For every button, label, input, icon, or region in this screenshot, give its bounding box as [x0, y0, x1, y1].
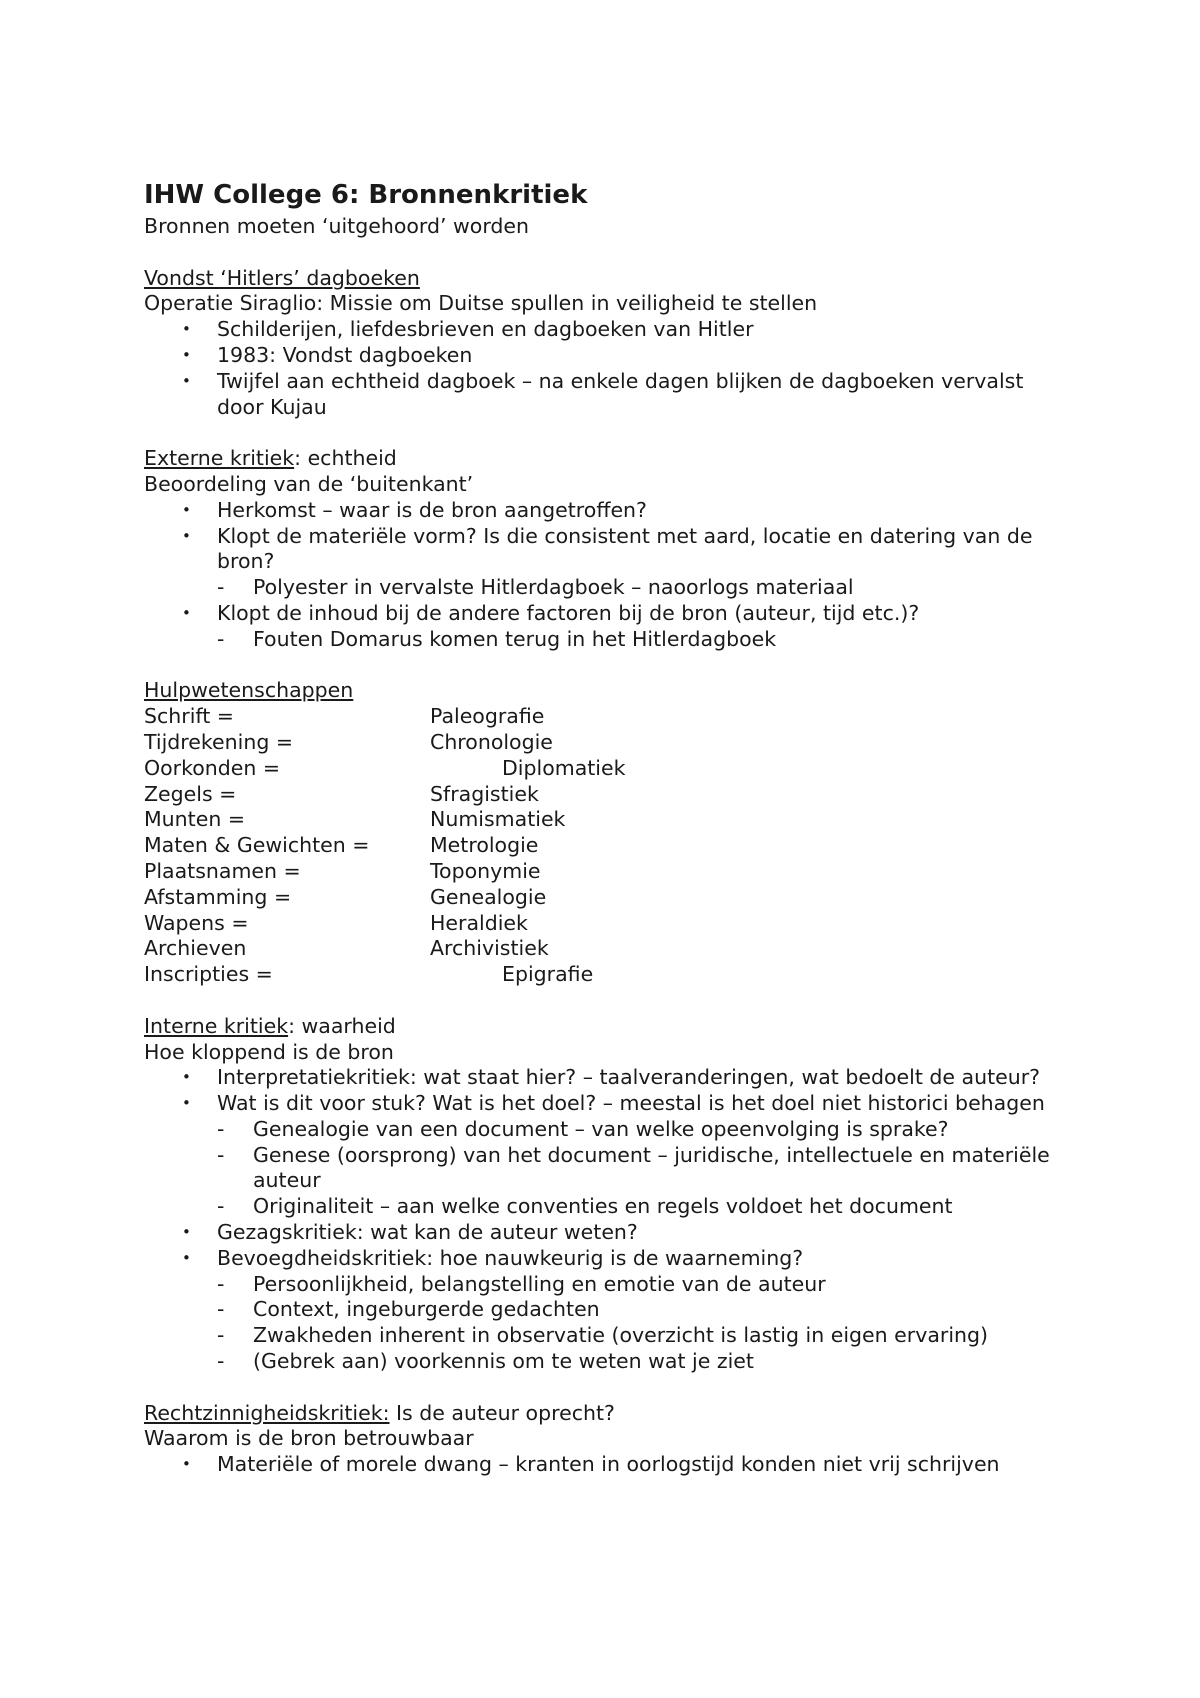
list-item: [144, 1220, 1074, 1246]
term-label: Plaatsnamen =: [144, 858, 301, 883]
list-item-text: Twijfel aan echtheid dagboek – na enkele dagen blijken de dagboeken vervalst door Kujau: [217, 368, 1024, 419]
section-heading: Hulpwetenschappen: [144, 678, 354, 703]
bullet-icon: •: [182, 500, 191, 519]
bullet-icon: •: [182, 371, 191, 390]
list-item: [144, 1065, 1074, 1091]
sub-item: [217, 1272, 1074, 1298]
sub-item: [217, 1323, 1074, 1349]
bullet-icon: •: [182, 1068, 191, 1087]
term-row: [144, 885, 1074, 911]
term-definition: Sfragistiek: [430, 781, 539, 806]
section-heading-rest: : waarheid: [288, 1013, 396, 1038]
term-label: Oorkonden =: [144, 755, 281, 780]
dash-icon: -: [217, 1297, 225, 1322]
section-hulpwetenschappen: [144, 678, 1074, 704]
sub-item: [217, 1117, 1074, 1143]
spacer: [144, 240, 1074, 266]
term-row: [144, 936, 1074, 962]
dash-icon: -: [217, 626, 225, 651]
sub-item: [217, 1194, 1074, 1220]
list-item: [144, 524, 1074, 601]
bullet-list: [144, 1452, 1074, 1478]
list-item-text: Interpretatiekritiek: wat staat hier? – taalveranderingen, wat bedoelt de auteur?: [217, 1065, 1041, 1090]
section-interne-kritiek: [144, 1014, 1074, 1040]
spacer: [144, 653, 1074, 679]
document-subtitle: Bronnen moeten ‘uitgehoord’ worden: [144, 214, 530, 238]
list-item-text: Klopt de materiële vorm? Is die consistent met aard, locatie en datering van de bron?: [217, 523, 1033, 574]
term-row: [144, 962, 1074, 988]
term-row: [144, 833, 1074, 859]
bullet-icon: •: [182, 1223, 191, 1242]
sub-item: [217, 1143, 1074, 1195]
term-label: Tijdrekening =: [144, 729, 294, 754]
term-definition: Heraldiek: [430, 910, 528, 935]
term-label: Munten =: [144, 807, 246, 832]
term-table: [144, 704, 1074, 988]
dash-list: [217, 1117, 1074, 1220]
sub-item-text: Context, ingeburgerde gedachten: [253, 1297, 600, 1322]
sub-item-text: (Gebrek aan) voorkennis om te weten wat je ziet: [253, 1349, 754, 1374]
bullet-icon: •: [182, 320, 191, 339]
document-page: [144, 176, 1074, 1478]
term-row: [144, 782, 1074, 808]
term-row: [144, 859, 1074, 885]
term-definition: Metrologie: [430, 833, 539, 858]
section-heading: Vondst ‘Hitlers’ dagboeken: [144, 265, 420, 290]
term-row: [144, 807, 1074, 833]
term-definition: Paleografie: [430, 704, 545, 729]
spacer: [144, 1375, 1074, 1401]
term-row: [144, 911, 1074, 937]
list-item-text: Schilderijen, liefdesbrieven en dagboeken van Hitler: [217, 317, 754, 342]
term-label: Afstamming =: [144, 884, 292, 909]
spacer: [144, 988, 1074, 1014]
bullet-icon: •: [182, 1094, 191, 1113]
sub-item-text: Persoonlijkheid, belangstelling en emotie van de auteur: [253, 1271, 826, 1296]
bullet-icon: •: [182, 603, 191, 622]
term-definition: Toponymie: [430, 858, 541, 883]
term-label: Zegels =: [144, 781, 237, 806]
list-item-text: Materiële of morele dwang – kranten in oorlogstijd konden niet vrij schrijven: [217, 1452, 1000, 1477]
section-rechtzinnigheidskritiek: [144, 1401, 1074, 1427]
sub-item: [217, 1349, 1074, 1375]
dash-icon: -: [217, 1142, 225, 1167]
section-heading-rest: Is de auteur oprecht?: [389, 1400, 615, 1425]
term-row: [144, 704, 1074, 730]
list-item: [144, 601, 1074, 653]
dash-icon: -: [217, 1116, 225, 1141]
spacer: [144, 420, 1074, 446]
list-item-text: 1983: Vondst dagboeken: [217, 342, 473, 367]
section-heading: Rechtzinnigheidskritiek:: [144, 1400, 390, 1425]
list-item-text: Wat is dit voor stuk? Wat is het doel? – meestal is het doel niet historici behagen: [217, 1091, 1045, 1116]
sub-item-text: Genealogie van een document – van welke opeenvolging is sprake?: [253, 1116, 949, 1141]
list-item: [144, 498, 1074, 524]
section-heading: Interne kritiek: [144, 1013, 289, 1038]
section-heading: Externe kritiek: [144, 446, 295, 471]
dash-icon: -: [217, 1271, 225, 1296]
dash-list: [217, 627, 1074, 653]
term-row: [144, 756, 1074, 782]
list-item-text: Bevoegdheidskritiek: hoe nauwkeurig is de waarneming?: [217, 1245, 804, 1270]
bullet-icon: •: [182, 1455, 191, 1474]
section-intro: Operatie Siraglio: Missie om Duitse spullen in veiligheid te stellen: [144, 291, 818, 316]
list-item-text: Herkomst – waar is de bron aangetroffen?: [217, 497, 647, 522]
sub-item-text: Polyester in vervalste Hitlerdagboek – naoorlogs materiaal: [253, 575, 854, 600]
sub-item-text: Genese (oorsprong) van het document – juridische, intellectuele en materiële auteur: [253, 1142, 1050, 1193]
bullet-list: [144, 317, 1074, 420]
term-definition: Diplomatiek: [502, 755, 626, 780]
bullet-icon: •: [182, 345, 191, 364]
term-row: [144, 730, 1074, 756]
dash-list: [217, 575, 1074, 601]
term-label: Maten & Gewichten =: [144, 833, 370, 858]
list-item-text: Gezagskritiek: wat kan de auteur weten?: [217, 1220, 638, 1245]
term-definition: Archivistiek: [430, 936, 549, 961]
sub-item-text: Originaliteit – aan welke conventies en regels voldoet het document: [253, 1194, 953, 1219]
sub-item-text: Zwakheden inherent in observatie (overzicht is lastig in eigen ervaring): [253, 1323, 989, 1348]
term-label: Archieven: [144, 936, 247, 961]
bullet-list: [144, 498, 1074, 653]
list-item: [144, 1452, 1074, 1478]
list-item-text: Klopt de inhoud bij de andere factoren bij de bron (auteur, tijd etc.)?: [217, 600, 920, 625]
bullet-icon: •: [182, 1248, 191, 1267]
dash-icon: -: [217, 1323, 225, 1348]
sub-item: [217, 1297, 1074, 1323]
dash-icon: -: [217, 575, 225, 600]
sub-item: [217, 627, 1074, 653]
term-label: Schrift =: [144, 704, 234, 729]
dash-icon: -: [217, 1349, 225, 1374]
list-item: [144, 317, 1074, 343]
list-item: [144, 1246, 1074, 1375]
section-intro: Beoordeling van de ‘buitenkant’: [144, 471, 474, 496]
term-definition: Genealogie: [430, 884, 547, 909]
list-item: [144, 343, 1074, 369]
section-vondst: [144, 266, 1074, 292]
term-definition: Epigrafie: [502, 962, 594, 987]
dash-list: [217, 1272, 1074, 1375]
sub-item-text: Fouten Domarus komen terug in het Hitlerdagboek: [253, 626, 777, 651]
section-externe-kritiek: [144, 446, 1074, 472]
list-item: [144, 369, 1074, 421]
dash-icon: -: [217, 1194, 225, 1219]
term-label: Wapens =: [144, 910, 249, 935]
term-definition: Chronologie: [430, 729, 553, 754]
term-definition: Numismatiek: [430, 807, 566, 832]
section-intro: Waarom is de bron betrouwbaar: [144, 1426, 474, 1451]
bullet-list: [144, 1065, 1074, 1375]
sub-item: [217, 575, 1074, 601]
list-item: [144, 1091, 1074, 1220]
term-label: Inscripties =: [144, 962, 273, 987]
section-intro: Hoe kloppend is de bron: [144, 1039, 394, 1064]
document-title: IHW College 6: Bronnenkritiek: [144, 180, 588, 210]
section-heading-rest: : echtheid: [294, 446, 397, 471]
bullet-icon: •: [182, 526, 191, 545]
